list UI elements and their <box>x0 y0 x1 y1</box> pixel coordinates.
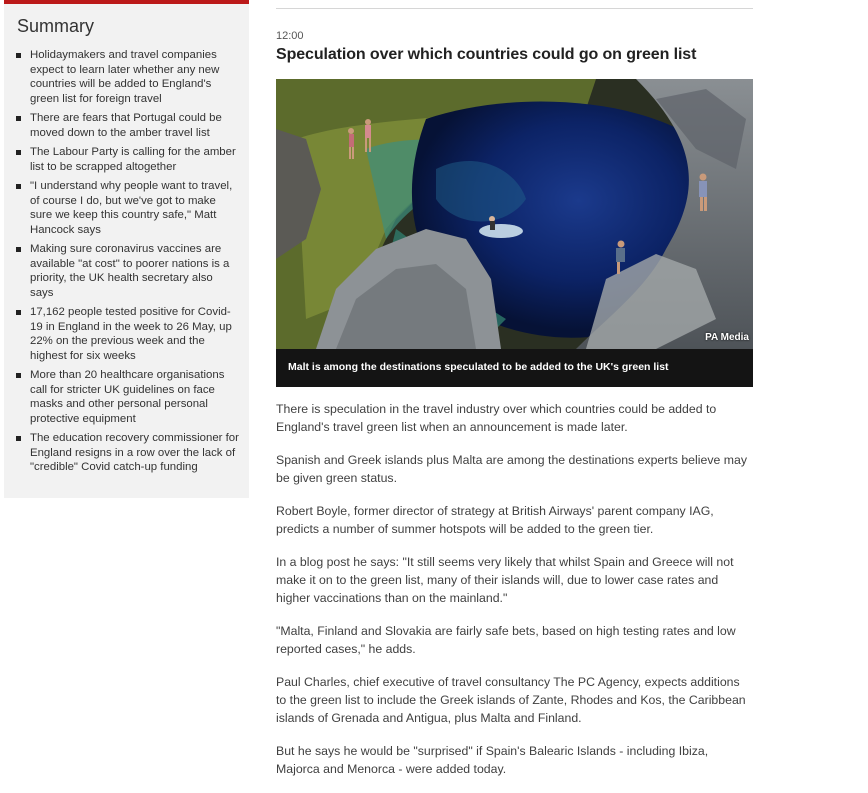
bullet-icon <box>16 150 21 155</box>
bullet-icon <box>16 373 21 378</box>
bullet-icon <box>16 116 21 121</box>
summary-item-text: Holidaymakers and travel companies expect to learn later whether any new countries will be added to England's green list for foreign travel <box>30 49 220 105</box>
summary-item-text: 17,162 people tested positive for Covid-19 in England in the week to 26 May, up 22% on the previous week and the highest for six weeks <box>30 306 232 362</box>
summary-item-text: There are fears that Portugal could be moved down to the amber travel list <box>30 112 222 139</box>
summary-item-text: The Labour Party is calling for the amber list to be scrapped altogether <box>30 146 236 173</box>
summary-item-text: Making sure coronavirus vaccines are available "at cost" to poorer nations is a priority, the UK health secretary also says <box>30 243 230 299</box>
summary-item <box>16 111 239 140</box>
post-timestamp: 12:00 <box>276 30 304 42</box>
summary-title: Summary <box>17 16 95 36</box>
summary-item <box>16 431 239 475</box>
summary-item <box>16 179 239 237</box>
post-body <box>276 400 753 793</box>
post-paragraph: "Malta, Finland and Slovakia are fairly safe bets, based on high testing rates and low reported cases," he adds. <box>276 624 736 656</box>
image-caption: Malt is among the destinations speculated to be added to the UK's green list <box>288 361 669 373</box>
summary-item-text: More than 20 healthcare organisations call for stricter UK guidelines on face masks and other personal personal protective equipment <box>30 369 225 425</box>
summary-list <box>4 48 249 475</box>
post-image[interactable] <box>276 79 753 349</box>
summary-item <box>16 368 239 426</box>
summary-item <box>16 48 239 106</box>
bullet-icon <box>16 53 21 58</box>
post-paragraph: Paul Charles, chief executive of travel consultancy The PC Agency, expects additions to the green list to include the Greek islands of Zante, Rhodes and Kos, the Caribbean islands of Grenada and Antigua, plus Malta and Finland. <box>276 675 746 725</box>
bullet-icon <box>16 247 21 252</box>
post-paragraph: In a blog post he says: "It still seems very likely that whilst Spain and Greece will not make it on to the green list, many of their islands will, due to lower case rates and higher vaccinations than on the mainland." <box>276 555 734 605</box>
summary-item <box>16 305 239 363</box>
post-headline: Speculation over which countries could go on green list <box>276 46 697 63</box>
post-figure <box>276 79 753 387</box>
bullet-icon <box>16 184 21 189</box>
bullet-icon <box>16 310 21 315</box>
bullet-icon <box>16 436 21 441</box>
post-paragraph: Spanish and Greek islands plus Malta are among the destinations experts believe may be given green status. <box>276 453 747 485</box>
image-credit: PA Media <box>705 332 749 343</box>
post-paragraph: But he says he would be "surprised" if Spain's Balearic Islands - including Ibiza, Majorca and Menorca - were added today. <box>276 744 709 776</box>
post-paragraph: There is speculation in the travel industry over which countries could be added to England's travel green list when an announcement is made later. <box>276 402 717 434</box>
summary-item <box>16 145 239 174</box>
summary-panel <box>4 0 249 498</box>
divider <box>276 8 753 9</box>
post-paragraph: Robert Boyle, former director of strategy at British Airways' parent company IAG, predicts a number of summer hotspots will be added to the green tier. <box>276 504 714 536</box>
summary-item-text: "I understand why people want to travel, of course I do, but we've got to make sure we keep this country safe," Matt Hancock says <box>30 180 233 236</box>
summary-item <box>16 242 239 300</box>
summary-item-text: The education recovery commissioner for England resigns in a row over the lack of "credible" Covid catch-up funding <box>30 432 239 473</box>
